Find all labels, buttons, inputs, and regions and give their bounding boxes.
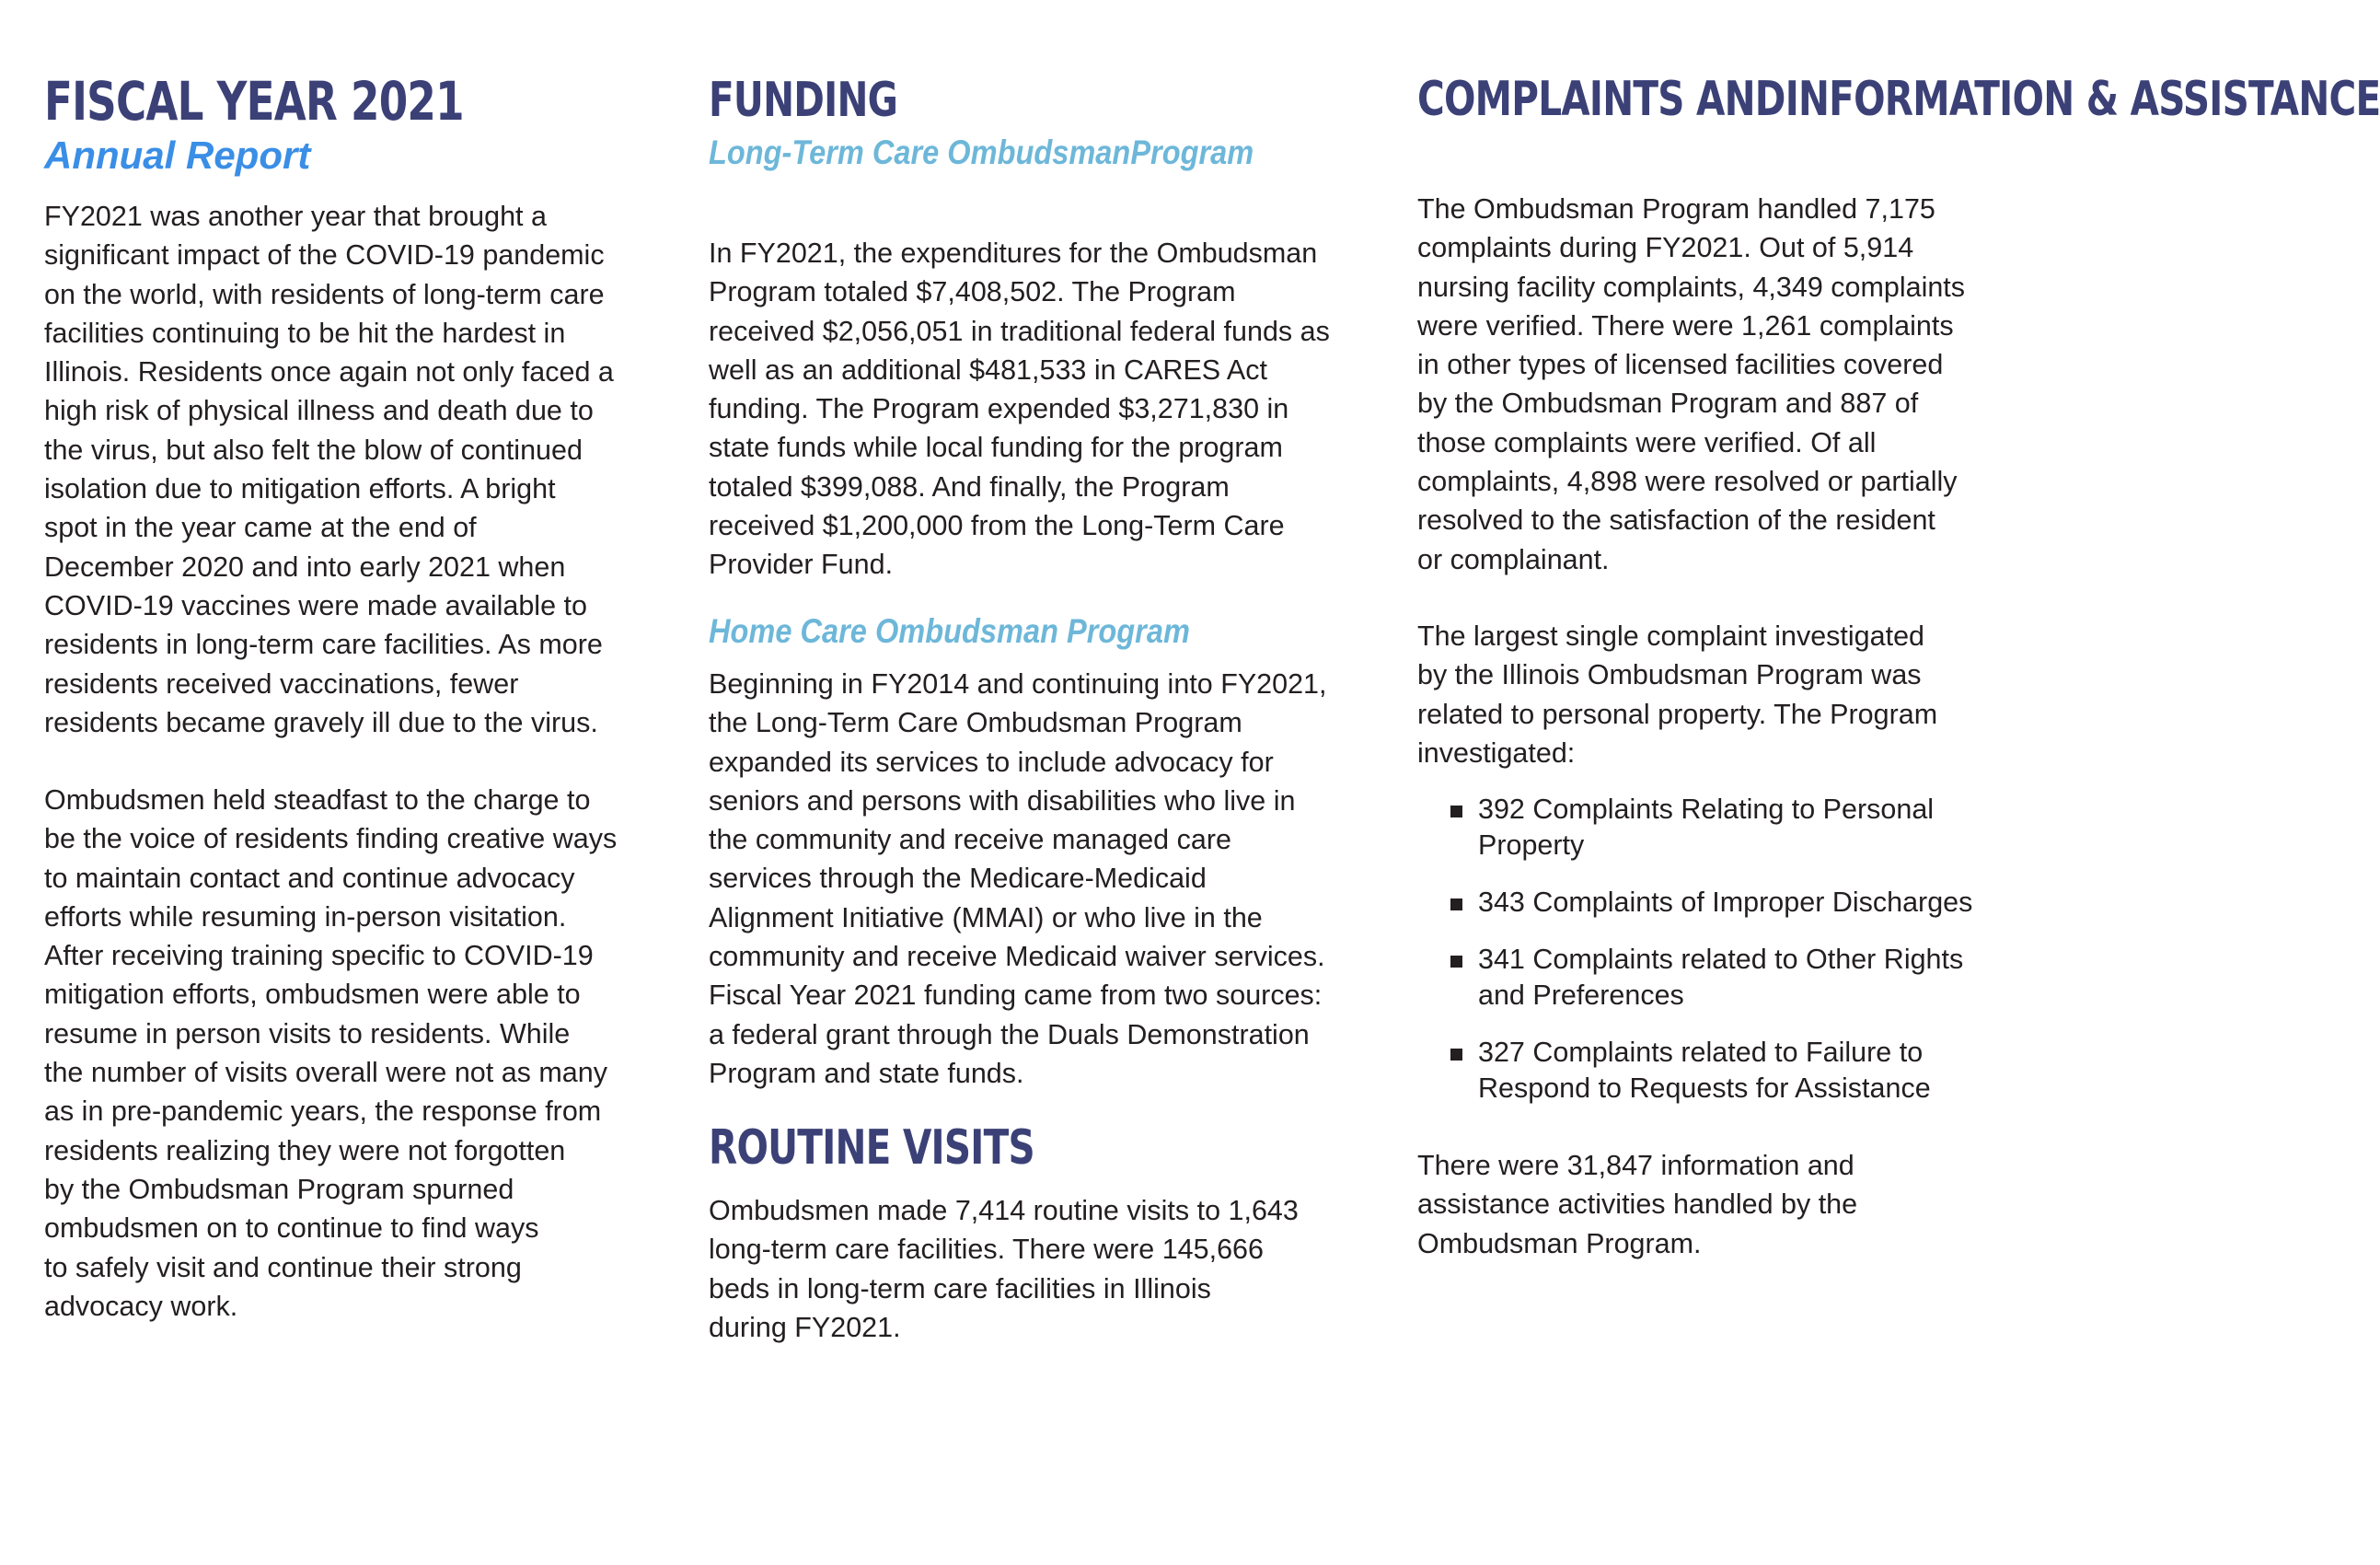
text-line: Program and state funds. (709, 1057, 1024, 1089)
text-line: Ombudsmen made 7,414 routine visits to 1,643 (709, 1195, 1299, 1226)
text-line: seniors and persons with disabilities who live in (709, 784, 1296, 817)
page-subtitle: Annual Report (44, 133, 311, 177)
text-line: by the Illinois Ombudsman Program was (1417, 659, 1922, 691)
ltc-program-heading (709, 129, 1254, 176)
text-line: the Long-Term Care Ombudsman Program (709, 707, 1242, 739)
text-line: complaints, 4,898 were resolved or partially (1417, 466, 1958, 498)
intro-paragraph (44, 197, 614, 742)
text-line: received $1,200,000 from the Long-Term Care (709, 510, 1285, 542)
list-item-text: 327 Complaints related to Failure to (1478, 1037, 1924, 1068)
text-line: received $2,056,051 in traditional federal funds as (709, 315, 1330, 347)
text-line: Program totaled $7,408,502. The Program (709, 276, 1236, 308)
complaint-bullet-list (1450, 792, 1972, 1128)
list-item-text: Property (1478, 829, 1585, 861)
list-item-text: Respond to Requests for Assistance (1478, 1072, 1931, 1104)
text-line: complaints during FY2021. Out of 5,914 (1417, 232, 1914, 264)
text-line: be the voice of residents finding creative ways (44, 823, 618, 855)
text-line: Beginning in FY2014 and continuing into FY2021, (709, 668, 1327, 700)
text-line: Program (1130, 133, 1254, 171)
text-line: by the Ombudsman Program and 887 of (1417, 388, 1919, 420)
list-item (1450, 885, 1972, 921)
text-line: resolved to the satisfaction of the resident (1417, 504, 1935, 537)
text-line: a federal grant through the Duals Demonstration (709, 1018, 1310, 1050)
text-line: mitigation efforts, ombudsmen were able to (44, 979, 581, 1011)
text-line: community and receive Medicaid waiver services. (709, 941, 1325, 973)
text-line: to maintain contact and continue advocacy (44, 862, 575, 894)
text-line: related to personal property. The Program (1417, 698, 1938, 730)
list-item-text: 392 Complaints Relating to Personal (1478, 794, 1935, 825)
text-line: during FY2021. (709, 1311, 901, 1343)
funding-heading: FUNDING (709, 73, 898, 128)
home-care-paragraph (709, 665, 1327, 1093)
text-line: FY2021 was another year that brought a (44, 201, 547, 232)
text-line: Provider Fund. (709, 549, 894, 581)
text-line: by the Ombudsman Program spurned (44, 1173, 514, 1205)
text-line: The Ombudsman Program handled 7,175 (1417, 193, 1935, 225)
text-line: In FY2021, the expenditures for the Ombudsman (709, 238, 1318, 269)
text-line: Long-Term Care Ombudsman (709, 133, 1131, 171)
routine-visits-heading: ROUTINE VISITS (709, 1120, 1034, 1176)
text-line: state funds while local funding for the program (709, 432, 1283, 464)
text-line: residents became gravely ill due to the virus. (44, 706, 598, 738)
text-line: Ombudsman Program. (1417, 1227, 1702, 1259)
text-line: investigated: (1417, 736, 1576, 769)
list-item-text: 341 Complaints related to Other Rights (1478, 944, 1964, 975)
complaints-heading (1417, 72, 2380, 127)
text-line: high risk of physical illness and death due to (44, 395, 594, 427)
text-line: COMPLAINTS AND (1417, 72, 1785, 127)
text-line: as in pre-pandemic years, the response from (44, 1096, 602, 1128)
text-line: residents received vaccinations, fewer (44, 667, 519, 700)
text-line: to safely visit and continue their strong (44, 1251, 522, 1283)
square-bullet-icon (1450, 956, 1462, 968)
text-line: INFORMATION & ASSISTANCE (1785, 72, 2380, 127)
list-item-text: and Preferences (1478, 980, 1684, 1011)
list-item (1450, 1035, 1972, 1107)
text-line: the number of visits overall were not as many (44, 1057, 607, 1089)
square-bullet-icon (1450, 806, 1462, 817)
page-title: FISCAL YEAR 2021 (44, 70, 464, 133)
text-line: December 2020 and into early 2021 when (44, 551, 566, 583)
complaints-paragraph (1417, 190, 1965, 579)
text-line: long-term care facilities. There were 145,666 (709, 1234, 1264, 1266)
text-line: beds in long-term care facilities in Illinois (709, 1272, 1211, 1304)
text-line: funding. The Program expended $3,271,830 in (709, 393, 1289, 425)
ombudsmen-paragraph (44, 781, 617, 1326)
text-line: were verified. There were 1,261 complaints (1417, 309, 1954, 342)
text-line: on the world, with residents of long-term care (44, 278, 605, 310)
text-line: residents realizing they were not forgotten (44, 1134, 566, 1166)
text-line: in other types of licensed facilities covered (1417, 349, 1944, 381)
text-line: isolation due to mitigation efforts. A bright (44, 473, 556, 505)
text-line: After receiving training specific to COVID-19 (44, 940, 594, 972)
text-line: residents in long-term care facilities. As more (44, 629, 603, 661)
text-line: assistance activities handled by the (1417, 1188, 1858, 1221)
home-care-heading: Home Care Ombudsman Program (709, 612, 1190, 650)
square-bullet-icon (1450, 1049, 1462, 1061)
list-item (1450, 942, 1972, 1014)
text-line: advocacy work. (44, 1290, 238, 1322)
routine-visits-paragraph (709, 1191, 1299, 1347)
text-line: Ombudsmen held steadfast to the charge to (44, 784, 591, 816)
text-line: Illinois. Residents once again not only faced a (44, 356, 614, 388)
text-line: services through the Medicare-Medicaid (709, 863, 1207, 895)
text-line: Fiscal Year 2021 funding came from two sources: (709, 980, 1323, 1012)
text-line: or complainant. (1417, 543, 1610, 575)
text-line: nursing facility complaints, 4,349 complaints (1417, 271, 1966, 303)
text-line: COVID-19 vaccines were made available to (44, 589, 587, 621)
text-line: totaled $399,088. And finally, the Program (709, 470, 1230, 503)
text-line: significant impact of the COVID-19 pandemic (44, 239, 605, 272)
list-item-text: 343 Complaints of Improper Discharges (1478, 887, 1973, 918)
text-line: Alignment Initiative (MMAI) or who live in the (709, 901, 1263, 933)
information-assistance-paragraph (1417, 1146, 1857, 1263)
text-line: the virus, but also felt the blow of continued (44, 434, 583, 466)
text-line: spot in the year came at the end of (44, 512, 477, 544)
text-line: well as an additional $481,533 in CARES Act (709, 354, 1267, 386)
text-line: those complaints were verified. Of all (1417, 426, 1877, 458)
text-line: the community and receive managed care (709, 824, 1231, 856)
text-line: expanded its services to include advocacy for (709, 746, 1274, 778)
text-line: ombudsmen on to continue to find ways (44, 1212, 539, 1245)
list-item (1450, 792, 1972, 864)
square-bullet-icon (1450, 898, 1462, 910)
text-line: facilities continuing to be hit the hardest in (44, 317, 566, 349)
largest-complaint-paragraph (1417, 617, 1937, 772)
text-line: There were 31,847 information and (1417, 1150, 1854, 1181)
text-line: efforts while resuming in-person visitation. (44, 900, 567, 933)
text-line: resume in person visits to residents. While (44, 1017, 571, 1049)
text-line: The largest single complaint investigated (1417, 620, 1924, 652)
funding-paragraph (709, 234, 1330, 585)
